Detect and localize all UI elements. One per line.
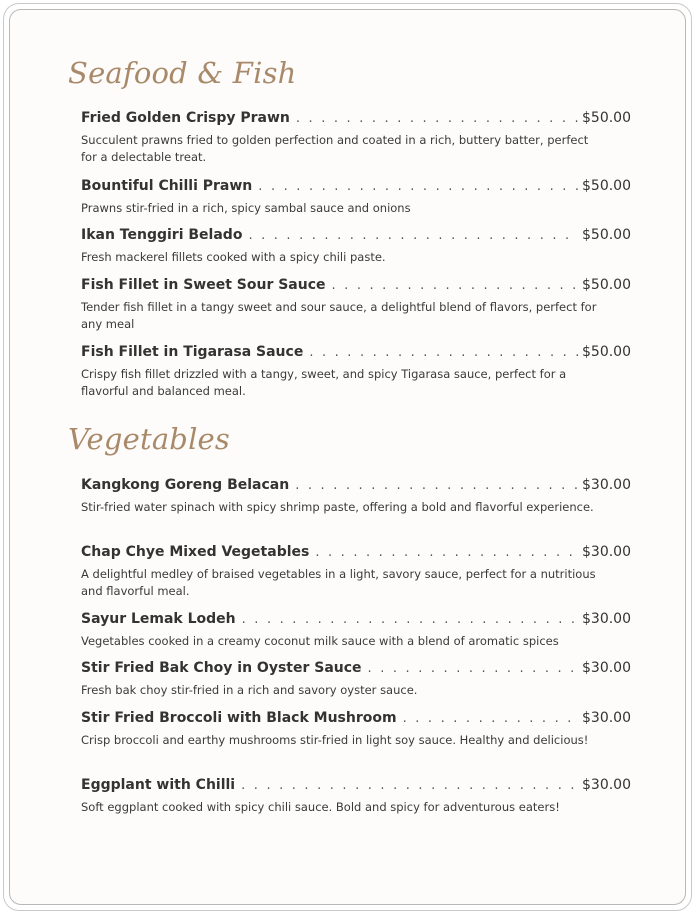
item-name: Fish Fillet in Tigarasa Sauce [81, 344, 304, 360]
item-description: Succulent prawns fried to golden perfection and coated in a rich, buttery batter, perfect for a delectable treat. [81, 133, 589, 164]
item-name: Chap Chye Mixed Vegetables [81, 544, 310, 560]
leader-dots [368, 660, 578, 678]
leader-dots [241, 777, 578, 795]
item-description: Soft eggplant cooked with spicy chili sauce. Bold and spicy for adventurous eaters! [81, 800, 560, 814]
leader-dots [242, 611, 578, 629]
item-name: Fish Fillet in Sweet Sour Sauce [81, 277, 326, 293]
leader-dots [309, 344, 578, 362]
item-name: Eggplant with Chilli [81, 777, 236, 793]
item-price: $30.00 [582, 777, 631, 793]
item-name: Ikan Tenggiri Belado [81, 227, 243, 243]
item-name: Kangkong Goreng Belacan [81, 477, 290, 493]
item-name: Sayur Lemak Lodeh [81, 611, 236, 627]
menu-item [81, 177, 631, 217]
item-description: Crisp broccoli and earthy mushrooms stir-fried in light soy sauce. Healthy and delicious! [81, 733, 589, 747]
item-description: Vegetables cooked in a creamy coconut milk sauce with a blend of aromatic spices [81, 634, 559, 648]
item-description: Prawns stir-fried in a rich, spicy sambal sauce and onions [81, 201, 411, 215]
menu-item [81, 610, 631, 650]
item-name: Stir Fried Broccoli with Black Mushroom [81, 710, 397, 726]
leader-dots [332, 277, 578, 295]
leader-dots [295, 477, 578, 495]
item-description: Crispy fish fillet drizzled with a tangy, sweet, and spicy Tigarasa sauce, perfect for a flavorful and balanced meal. [81, 367, 567, 398]
menu-item [81, 343, 631, 400]
item-price: $50.00 [582, 110, 631, 126]
section-title-vegetables: Vegetables [68, 422, 230, 456]
menu-item [81, 476, 631, 516]
leader-dots [248, 227, 578, 245]
menu-item [81, 276, 631, 333]
menu-item [81, 226, 631, 266]
item-name: Bountiful Chilli Prawn [81, 178, 253, 194]
leader-dots [258, 178, 578, 196]
menu-item [81, 543, 631, 600]
item-price: $30.00 [582, 477, 631, 493]
menu-item [81, 109, 631, 166]
item-name: Stir Fried Bak Choy in Oyster Sauce [81, 660, 362, 676]
item-description: Stir-fried water spinach with spicy shrimp paste, offering a bold and flavorful experience. [81, 500, 594, 514]
menu-item [81, 659, 631, 699]
item-name: Fried Golden Crispy Prawn [81, 110, 290, 126]
item-price: $50.00 [582, 178, 631, 194]
item-description: Fresh bak choy stir-fried in a rich and savory oyster sauce. [81, 683, 418, 697]
item-description: Tender fish fillet in a tangy sweet and sour sauce, a delightful blend of flavors, perfect for any meal [81, 300, 597, 331]
item-description: A delightful medley of braised vegetables in a light, savory sauce, perfect for a nutritious and flavorful meal. [81, 567, 596, 598]
item-description: Fresh mackerel fillets cooked with a spicy chili paste. [81, 250, 386, 264]
menu-item [81, 709, 631, 749]
leader-dots [315, 544, 578, 562]
section-title-seafood: Seafood & Fish [68, 56, 297, 90]
item-price: $30.00 [582, 660, 631, 676]
item-price: $50.00 [582, 227, 631, 243]
item-price: $30.00 [582, 544, 631, 560]
item-price: $50.00 [582, 344, 631, 360]
leader-dots [296, 110, 578, 128]
item-price: $30.00 [582, 611, 631, 627]
menu-item [81, 776, 631, 816]
item-price: $30.00 [582, 710, 631, 726]
leader-dots [403, 710, 578, 728]
item-price: $50.00 [582, 277, 631, 293]
